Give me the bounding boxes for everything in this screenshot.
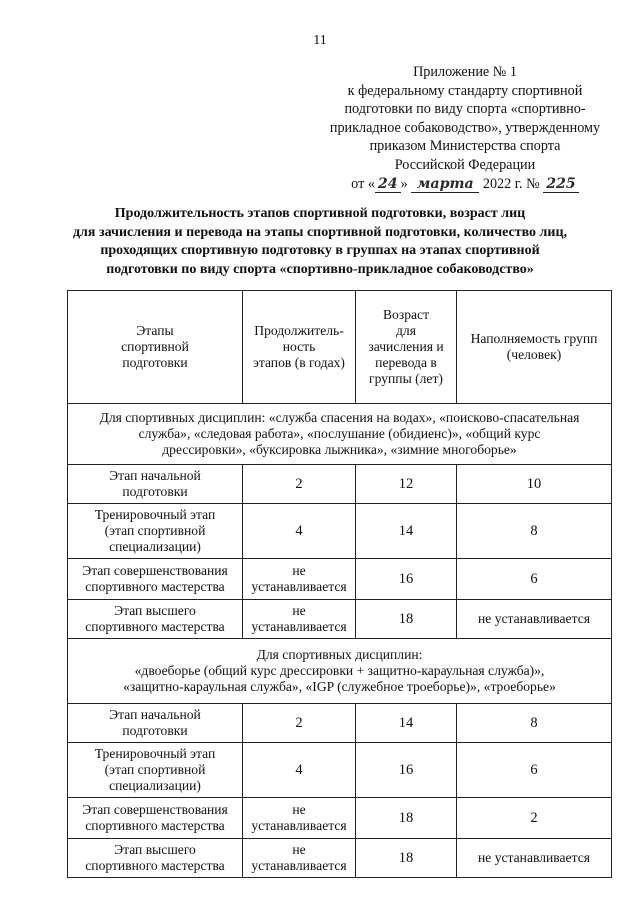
appendix-line: прикладное собаководство», утвержденному [329, 119, 601, 136]
header-text: перевода в [375, 355, 437, 370]
age-cell: 16 [356, 743, 457, 798]
stage-cell [68, 559, 243, 600]
header-text: этапов (в годах) [253, 355, 345, 370]
date-prefix: от « [351, 175, 375, 192]
duration-cell [243, 600, 356, 639]
stage-cell [68, 743, 243, 798]
title-line: Продолжительность этапов спортивной подготовки, возраст лиц [114, 206, 526, 221]
header-text: Продолжитель- [254, 323, 344, 338]
group-size-text: 8 [530, 523, 538, 539]
group-size-cell [457, 559, 612, 600]
group-size-cell [457, 743, 612, 798]
appendix-line: подготовки по виду спорта «спортивно- [344, 101, 586, 118]
stage-text: специализации) [109, 539, 201, 554]
group-size-text: 2 [530, 810, 538, 826]
appendix-line: к федеральному стандарту спортивной [347, 82, 583, 99]
stage-text: спортивного мастерства [85, 858, 225, 873]
group-size-text: не устанавливается [478, 850, 590, 865]
stage-text: подготовки [122, 723, 188, 738]
duration-text: устанавливается [251, 818, 347, 833]
duration-cell [243, 559, 356, 600]
discipline-text: дрессировки», «буксировка лыжника», «зимние многоборье» [162, 442, 517, 457]
discipline-text: Для спортивных дисциплин: «служба спасения на водах», «поисково-спасательная [99, 410, 580, 425]
stage-text: спортивного мастерства [85, 579, 225, 594]
table-row [68, 559, 612, 600]
header-text: Возраст [382, 307, 430, 322]
age-cell: 18 [356, 600, 457, 639]
table-header-row [68, 291, 612, 404]
table-row [68, 798, 612, 839]
order-date-line [300, 175, 630, 194]
date-mid: » [400, 175, 408, 192]
duration-text: устанавливается [251, 619, 347, 634]
age-cell: 14 [356, 504, 457, 559]
header-text: подготовки [122, 355, 188, 370]
duration-text: не [292, 563, 306, 578]
duration-text: устанавливается [251, 858, 347, 873]
stage-text: Тренировочный этап [94, 507, 216, 522]
duration-cell [243, 704, 356, 743]
stage-cell [68, 704, 243, 743]
stage-text: Этап высшего [114, 842, 196, 857]
appendix-line: приказом Министерства спорта [369, 138, 561, 155]
discipline-group-cell [68, 639, 612, 704]
group-size-cell [457, 798, 612, 839]
duration-cell [243, 504, 356, 559]
table-row [68, 743, 612, 798]
group-size-cell [457, 704, 612, 743]
stage-text: специализации) [109, 778, 201, 793]
group-size-text: 8 [530, 715, 538, 731]
duration-text: не [292, 842, 306, 857]
age-cell: 18 [356, 839, 457, 878]
header-text: группы (лет) [369, 371, 443, 386]
handwritten-day: 24 [375, 177, 401, 193]
stage-text: подготовки [122, 484, 188, 499]
discipline-group-row [68, 404, 612, 465]
age-cell: 18 [356, 798, 457, 839]
header-text: ность [282, 339, 316, 354]
header-text: для [396, 323, 416, 338]
duration-text: устанавливается [251, 579, 347, 594]
age-cell: 12 [356, 465, 457, 504]
stage-text: Этап начальной [109, 468, 201, 483]
appendix-line: Российской Федерации [394, 156, 536, 173]
header-text: спортивной [121, 339, 189, 354]
handwritten-month: марта [411, 177, 479, 193]
group-size-cell [457, 600, 612, 639]
stage-cell [68, 465, 243, 504]
duration-text: не [292, 603, 306, 618]
title-line: подготовки по виду спорта «спортивно-прикладное собаководство» [106, 261, 534, 277]
appendix-block [300, 63, 630, 193]
header-group-size [457, 291, 612, 404]
document-title [40, 205, 600, 279]
discipline-text: Для спортивных дисциплин: [256, 647, 423, 662]
stage-cell [68, 600, 243, 639]
header-text: Этапы [136, 323, 174, 338]
table-row [68, 839, 612, 878]
group-size-text: не устанавливается [478, 611, 590, 626]
discipline-text: «двоеборье (общий курс дрессировки + защитно-караульная служба)», [134, 663, 545, 678]
header-stages [68, 291, 243, 404]
year-text: 2022 г. № [482, 175, 540, 192]
duration-text: 4 [295, 523, 303, 539]
group-size-cell [457, 839, 612, 878]
stage-text: (этап спортивной [104, 523, 206, 538]
group-size-cell [457, 504, 612, 559]
stage-cell [68, 798, 243, 839]
header-text: Наполняемость групп [470, 331, 598, 346]
handwritten-order-number: 225 [543, 177, 579, 193]
group-size-text: 6 [530, 571, 538, 587]
stage-text: Этап совершенствования [82, 563, 228, 578]
stage-text: Этап высшего [114, 603, 196, 618]
stage-text: Этап начальной [109, 707, 201, 722]
discipline-text: служба», «следовая работа», «послушание (обидиенс)», «общий курс [138, 426, 541, 441]
stage-text: Этап совершенствования [82, 802, 228, 817]
table-row [68, 465, 612, 504]
duration-text: 2 [295, 715, 303, 731]
appendix-title: Приложение № 1 [413, 64, 517, 80]
title-line: для зачисления и перевода на этапы спортивной подготовки, количество лиц, [72, 224, 568, 240]
duration-cell [243, 798, 356, 839]
table-row [68, 600, 612, 639]
stage-text: спортивного мастерства [85, 818, 225, 833]
header-duration [243, 291, 356, 404]
stage-cell [68, 839, 243, 878]
discipline-text: «защитно-караульная служба», «IGP (служебное троеборье)», «троеборье» [123, 679, 556, 694]
discipline-group-row [68, 639, 612, 704]
stage-cell [68, 504, 243, 559]
group-size-text: 6 [530, 762, 538, 778]
header-age [356, 291, 457, 404]
duration-cell [243, 839, 356, 878]
duration-text: не [292, 802, 306, 817]
stages-table-body [68, 291, 612, 878]
page-number: 11 [313, 33, 327, 48]
duration-cell [243, 743, 356, 798]
title-line: проходящих спортивную подготовку в группах на этапах спортивной [100, 243, 540, 258]
group-size-cell [457, 465, 612, 504]
stage-text: спортивного мастерства [85, 619, 225, 634]
header-text: (человек) [506, 347, 562, 362]
group-size-text: 10 [526, 476, 542, 492]
discipline-group-cell [68, 404, 612, 465]
duration-text: 4 [295, 762, 303, 778]
stages-table [67, 290, 612, 878]
table-row [68, 504, 612, 559]
header-text: зачисления и [368, 339, 444, 354]
stage-text: Тренировочный этап [94, 746, 216, 761]
age-cell: 16 [356, 559, 457, 600]
stage-text: (этап спортивной [104, 762, 206, 777]
duration-text: 2 [295, 476, 303, 492]
age-cell: 14 [356, 704, 457, 743]
table-row [68, 704, 612, 743]
duration-cell [243, 465, 356, 504]
